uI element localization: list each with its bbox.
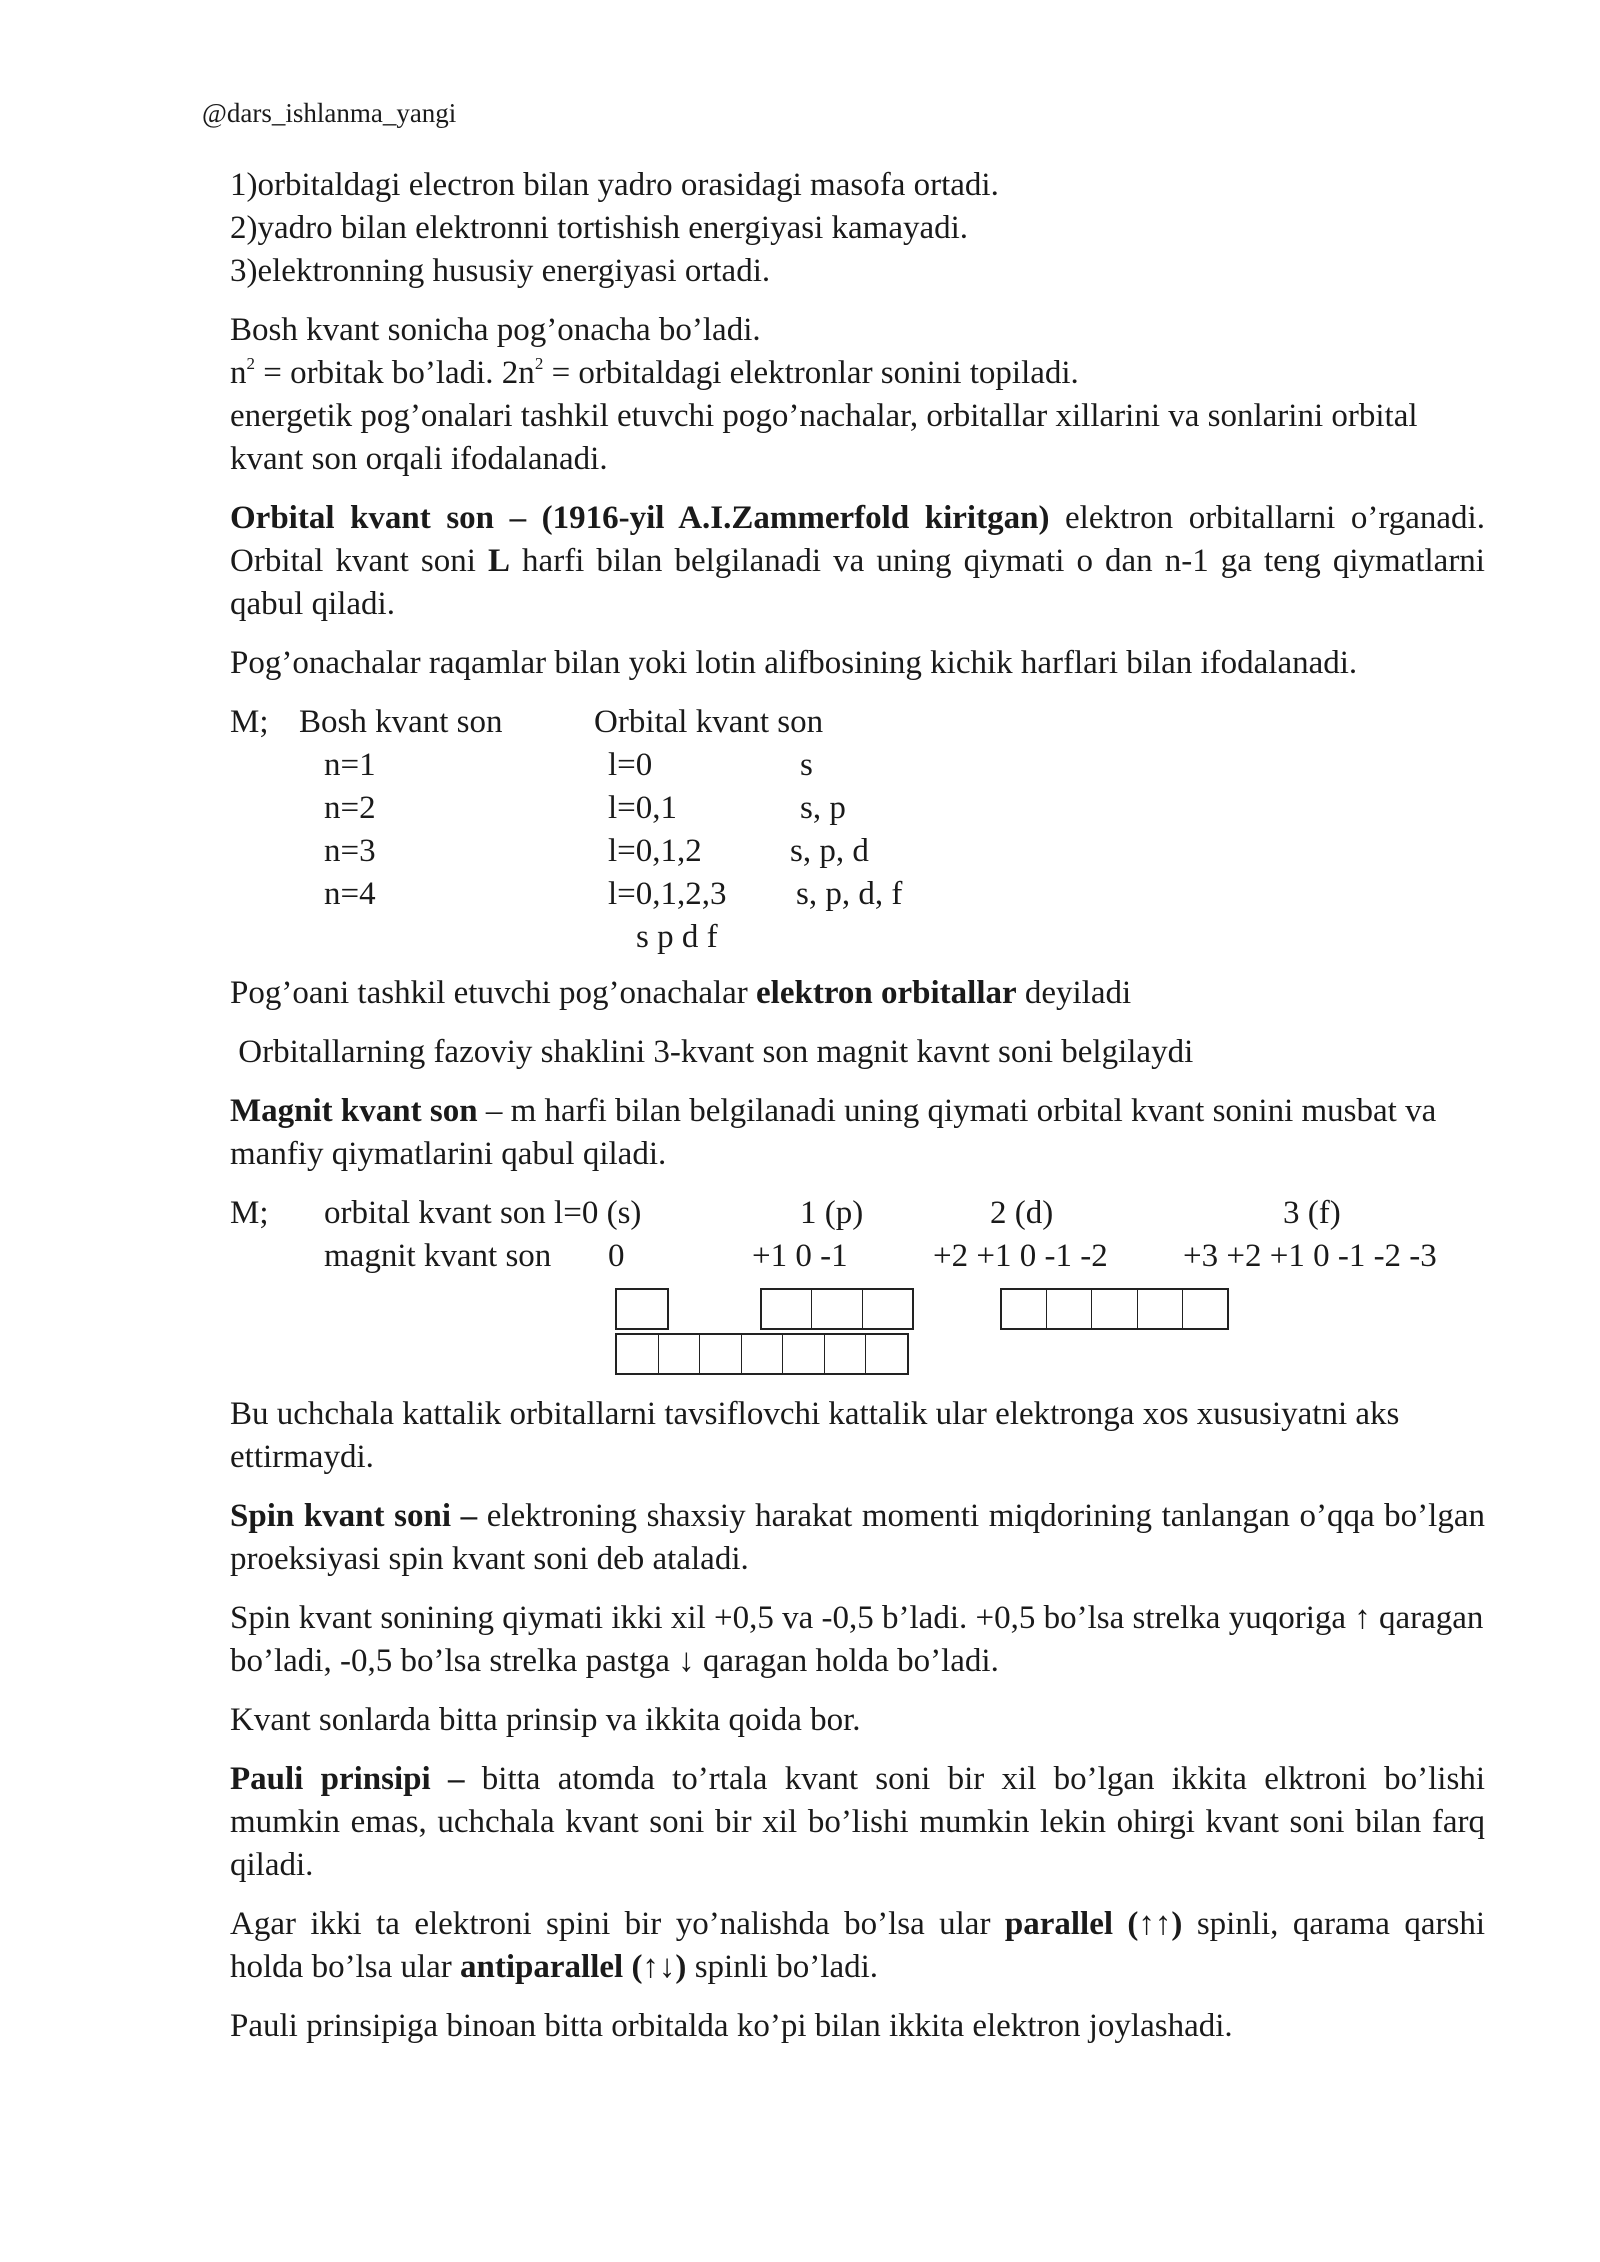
paragraph-parallel (230, 1903, 1485, 1989)
term-antiparallel: antiparallel (↑↓) (460, 1949, 687, 1985)
term-l: L (487, 543, 510, 579)
paragraph-pauli-conclusion: Pauli prinsipiga binoan bitta orbitalda ko’pi bilan ikkita elektron joylashadi. (230, 2008, 1233, 2044)
paragraph-sublevels: Pog’onachalar raqamlar bilan yoki lotin alifbosining kichik harflari bilan ifodalanadi. (230, 645, 1358, 681)
list-item: 2)yadro bilan elektronni tortishish energiyasi kamayadi. (230, 210, 969, 246)
orbital-cell (617, 1335, 658, 1373)
orbital-f-label: 3 (f) (1283, 1195, 1341, 1231)
term-orbital: Orbital kvant son – (1916-yil A.I.Zammerfold kiritgan) (230, 500, 1050, 536)
orbital-cell (811, 1290, 861, 1328)
paragraph-text: – m harfi bilan belgilanadi uning qiymati orbital kvant sonini musbat va manfiy qiymatlarini qabul qiladi. (230, 1093, 1437, 1172)
orbital-p-label: 1 (p) (800, 1195, 864, 1231)
row-l: l=0,1,2 (608, 833, 702, 869)
magnetic-f-values: +3 +2 +1 0 -1 -2 -3 (1183, 1238, 1437, 1274)
orbital-cell (865, 1335, 907, 1373)
orbital-box-d (1000, 1288, 1229, 1330)
orbital-cell (1182, 1290, 1227, 1328)
magnetic-row-label: magnit kvant son (324, 1238, 552, 1274)
term-pauli: Pauli prinsipi – (230, 1761, 465, 1797)
term-parallel: parallel (↑↑) (1004, 1906, 1183, 1942)
document-body (230, 148, 1485, 2064)
row-sublevels: s, p (800, 790, 846, 826)
quantum-table (230, 701, 1485, 956)
row-n: n=4 (324, 876, 376, 912)
orbital-cell (824, 1335, 866, 1373)
paragraph-text: Pog’oani tashkil etuvchi pog’onachalar (230, 975, 757, 1011)
table-footer: s p d f (636, 919, 718, 955)
orbital-cell (862, 1290, 912, 1328)
orbital-cell (1091, 1290, 1136, 1328)
paragraph-orbital (230, 497, 1485, 626)
paragraph-text: Agar ikki ta elektroni spini bir yo’nalishda bo’lsa ular (230, 1906, 1005, 1942)
paragraph-text: energetik pog’onalari tashkil etuvchi pogo’nachalar, orbitallar xillarini va sonlarini orbital kvant son orqali ifodalanadi. (230, 398, 1418, 477)
paragraph-magnetic (230, 1090, 1485, 1176)
orbital-box-f (615, 1333, 909, 1375)
magnetic-d-values: +2 +1 0 -1 -2 (933, 1238, 1108, 1274)
paragraph-orbitals (230, 972, 1485, 1015)
paragraph-spin-values: Spin kvant sonining qiymati ikki xil +0,5 va -0,5 b’ladi. +0,5 bo’lsa strelka yuqoriga ↑ qaragan bo’ladi, -0,5 bo’lsa strelka pastga ↓ qaragan holda bo’ladi. (230, 1600, 1484, 1679)
col-header-principal: Bosh kvant son (299, 704, 503, 740)
paragraph-text: bitta atomda to’rtala kvant soni bir xil bo’lgan ikkita elktroni bo’lishi mumkin emas, uchchala kvant soni bir xil bo’lishi mumkin lekin ohirgi kvant soni bilan farq qiladi. (230, 1761, 1485, 1883)
orbital-cell (1002, 1290, 1046, 1328)
orbital-cell (762, 1290, 811, 1328)
paragraph-characteristics: Bu uchchala kattalik orbitallarni tavsiflovchi kattalik ular elektronga xos xususiyatni aks ettirmaydi. (230, 1396, 1400, 1475)
superscript: 2 (246, 354, 255, 373)
paragraph-text: deyiladi (1016, 975, 1132, 1011)
orbital-row-label: orbital kvant son l=0 (s) (324, 1195, 642, 1231)
paragraph-spatial: Orbitallarning fazoviy shaklini 3-kvant son magnit kavnt soni belgilaydi (230, 1034, 1194, 1070)
row-n: n=2 (324, 790, 376, 826)
orbital-box-s (615, 1288, 669, 1330)
paragraph-text: elektron orbitallarni o’rganadi. Orbital kvant soni (230, 500, 1485, 579)
orbital-box-p (760, 1288, 914, 1330)
superscript: 2 (534, 354, 544, 373)
paragraph-text: Bosh kvant sonicha pog’onacha bo’ladi. (230, 312, 761, 348)
row-n: n=3 (324, 833, 376, 869)
paragraph-text: spinli, qarama qarshi holda bo’lsa ular (230, 1906, 1485, 1985)
orbital-cell (1137, 1290, 1182, 1328)
example-label: M; (230, 704, 269, 740)
row-sublevels: s, p, d (790, 833, 869, 869)
formula-text: = orbitaldagi elektronlar sonini topiladi. (543, 355, 1079, 391)
term-electron-orbitals: elektron orbitallar (756, 975, 1017, 1011)
paragraph-text: elektroning shaxsiy harakat momenti miqdorining tanlangan o’qqa bo’lgan proeksiyasi spin kvant soni deb ataladi. (230, 1498, 1485, 1577)
row-l: l=0 (608, 747, 653, 783)
row-l: l=0,1,2,3 (608, 876, 727, 912)
example-label: M; (230, 1195, 269, 1231)
row-n: n=1 (324, 747, 376, 783)
row-sublevels: s (800, 747, 813, 783)
paragraph-rules: Kvant sonlarda bitta prinsip va ikkita qoida bor. (230, 1702, 861, 1738)
orbital-d-label: 2 (d) (990, 1195, 1054, 1231)
formula-n: n (230, 355, 247, 391)
orbital-cell (617, 1290, 667, 1328)
col-header-orbital: Orbital kvant son (594, 704, 824, 740)
paragraph-text: harfi bilan belgilanadi va uning qiymati o dan n-1 ga teng qiymatlarni qabul qiladi. (230, 543, 1485, 622)
row-l: l=0,1 (608, 790, 678, 826)
formula-text: = orbitak bo’ladi. 2n (255, 355, 535, 391)
page-header: @dars_ishlanma_yangi (202, 98, 457, 128)
magnetic-diagram (230, 1192, 1485, 1377)
orbital-cell (658, 1335, 700, 1373)
orbital-cell (782, 1335, 824, 1373)
term-magnetic: Magnit kvant son (230, 1093, 478, 1129)
paragraph-spin (230, 1495, 1485, 1581)
list-item: 3)elektronning hususiy energiyasi ortadi. (230, 253, 771, 289)
paragraph-pauli (230, 1758, 1485, 1887)
magnetic-p-values: +1 0 -1 (752, 1238, 848, 1274)
paragraph-principal (230, 309, 1485, 481)
orbital-cell (1046, 1290, 1091, 1328)
paragraph-text: spinli bo’ladi. (686, 1949, 879, 1985)
term-spin: Spin kvant soni – (230, 1498, 478, 1534)
list-item: 1)orbitaldagi electron bilan yadro orasidagi masofa ortadi. (230, 167, 999, 203)
magnetic-s-values: 0 (608, 1238, 625, 1274)
orbital-cell (741, 1335, 783, 1373)
row-sublevels: s, p, d, f (796, 876, 903, 912)
orbital-cell (699, 1335, 741, 1373)
